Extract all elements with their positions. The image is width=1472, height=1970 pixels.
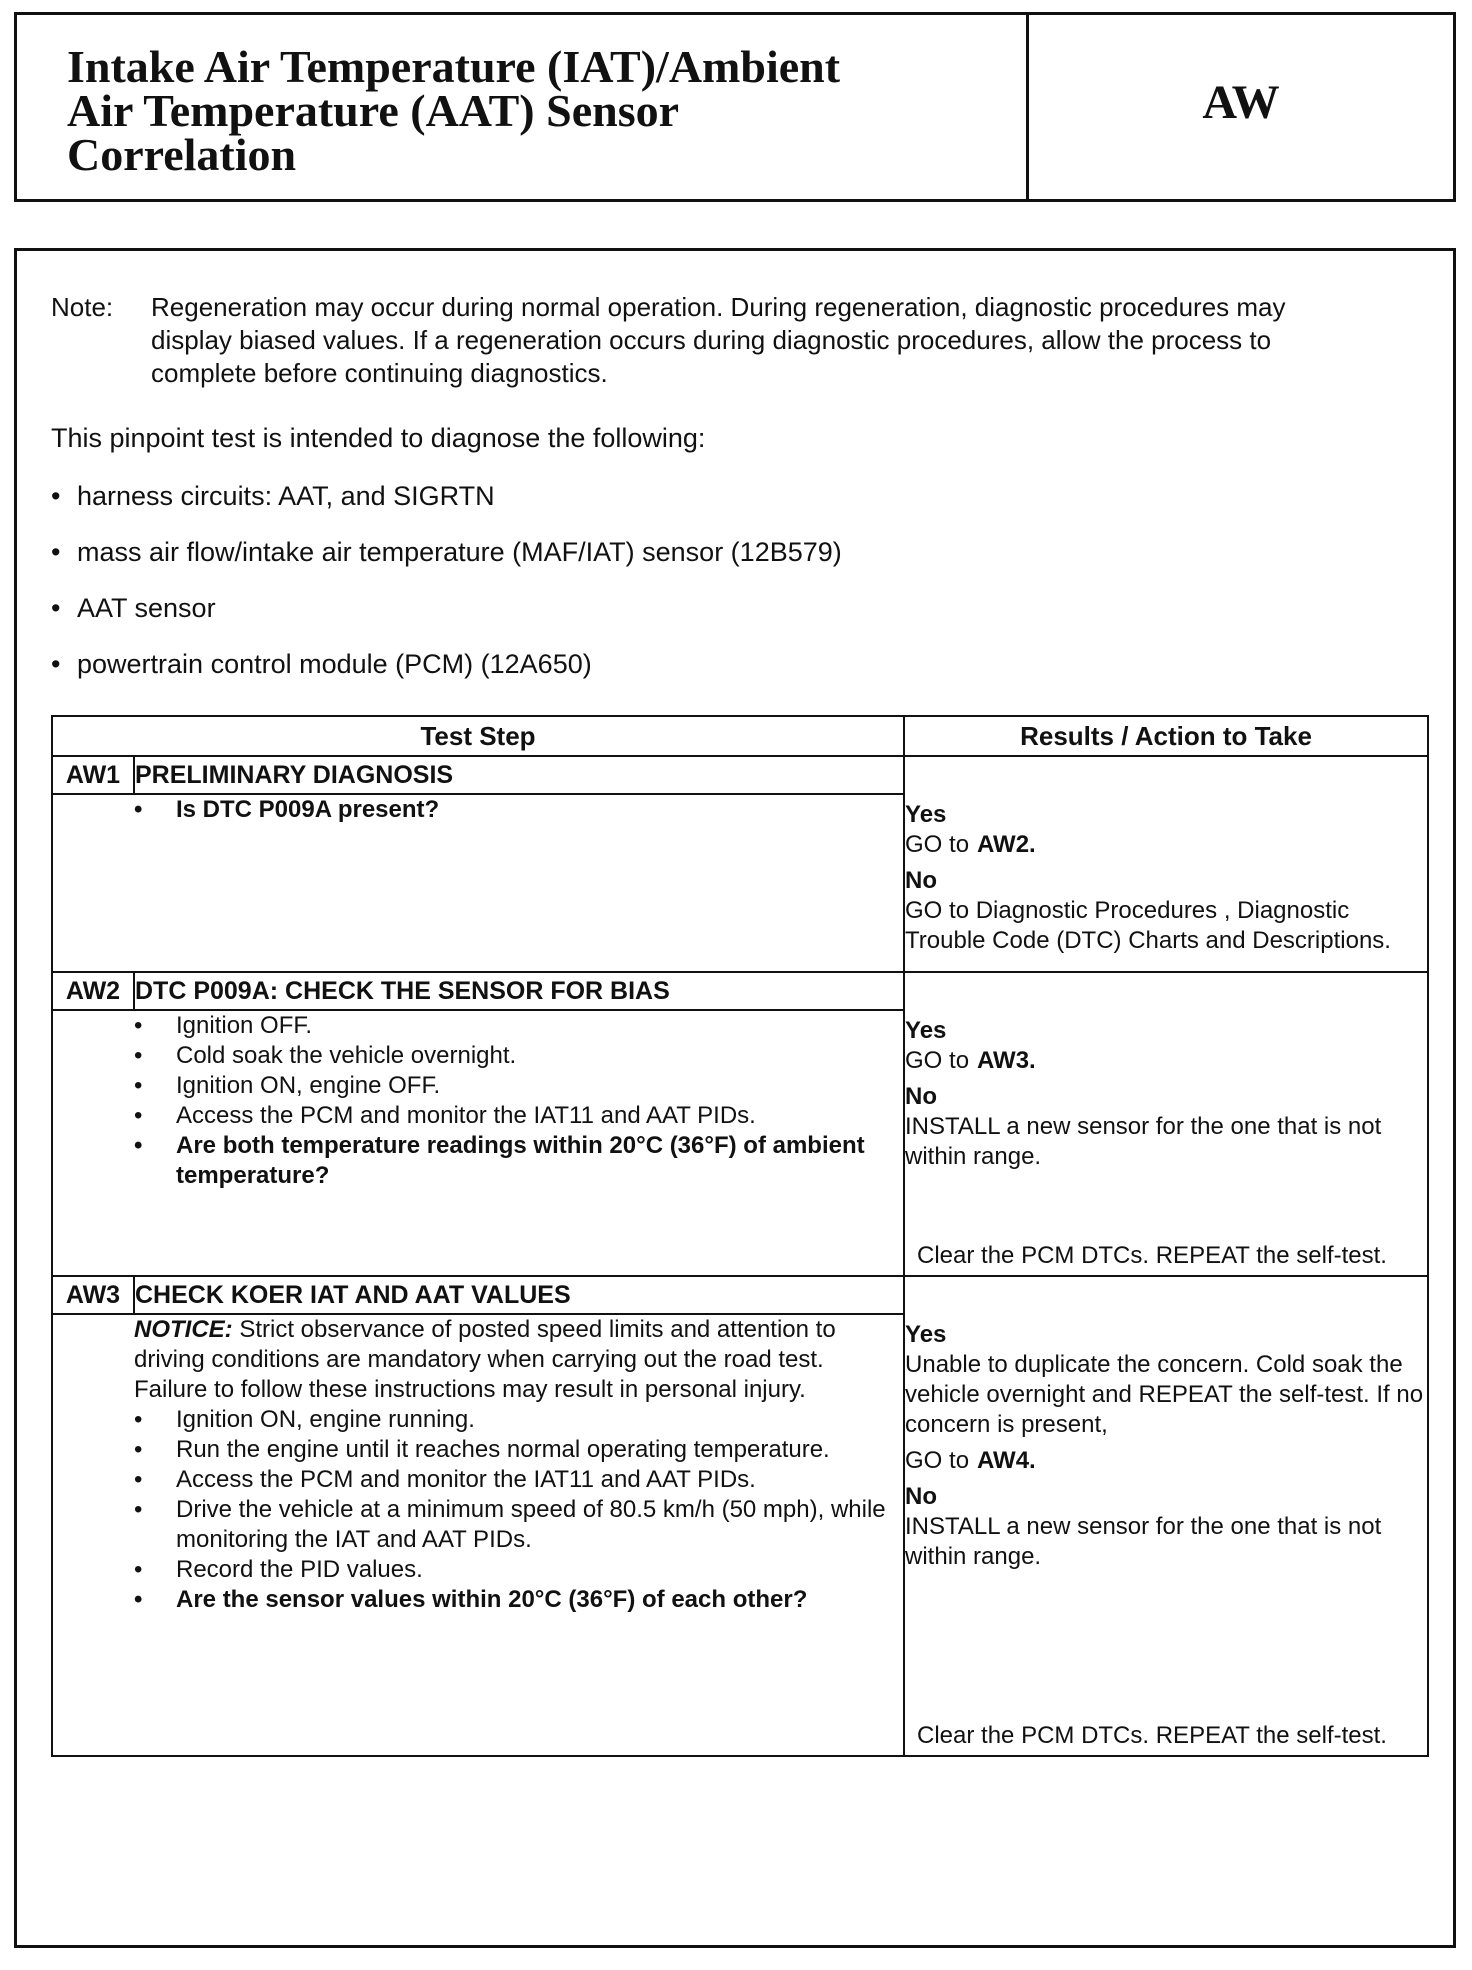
step-item: • Run the engine until it reaches normal operating temperature. [134, 1435, 903, 1465]
results-spacer [904, 756, 1428, 794]
step-title: CHECK KOER IAT AND AAT VALUES [134, 1276, 904, 1314]
step-title: DTC P009A: CHECK THE SENSOR FOR BIAS [134, 972, 904, 1010]
results-spacer [904, 972, 1428, 1010]
step-item: • Access the PCM and monitor the IAT11 and AAT PIDs. [134, 1101, 903, 1131]
table-row [52, 756, 1428, 794]
title-line-3: Correlation [67, 129, 297, 180]
header-box [14, 12, 1456, 202]
pinpoint-test-table [51, 715, 1429, 1757]
step-item: • Ignition ON, engine OFF. [134, 1071, 903, 1101]
list-item: • harness circuits: AAT, and SIGRTN [51, 481, 495, 511]
main-content [14, 248, 1456, 1948]
note [51, 291, 1351, 390]
step-item: • Ignition ON, engine running. [134, 1405, 903, 1435]
diagnose-list [51, 479, 842, 703]
title-line-2: Air Temperature (AAT) Sensor [67, 85, 680, 136]
step-item: • Access the PCM and monitor the IAT11 and AAT PIDs. [134, 1465, 903, 1495]
step-results: Yes GO to AW3. No INSTALL a new sensor for the one that is not within range. Clear the PCM DTCs. REPEAT the self-test. [904, 1010, 1428, 1276]
step-id: AW3 [52, 1276, 134, 1314]
section-code: AW [1202, 75, 1280, 129]
step-item: • Cold soak the vehicle overnight. [134, 1041, 903, 1071]
list-item: • powertrain control module (PCM) (12A650) [51, 649, 592, 679]
step-item: • Drive the vehicle at a minimum speed of 80.5 km/h (50 mph), while monitoring the IAT and AAT PIDs. [134, 1495, 903, 1555]
step-question: • Is DTC P009A present? [134, 795, 903, 825]
step-results: Yes Unable to duplicate the concern. Cold soak the vehicle overnight and REPEAT the self-test. If no concern is present, GO to AW4. No INSTALL a new sensor for the one that is not within range. Clear the PCM DTCs. REPEAT the self-test. [904, 1314, 1428, 1756]
title-line-1: Intake Air Temperature (IAT)/Ambient [67, 41, 841, 92]
list-item: • AAT sensor [51, 593, 216, 623]
step-title: PRELIMINARY DIAGNOSIS [134, 756, 904, 794]
step-body [134, 1010, 904, 1276]
page-title [17, 15, 1029, 199]
table-row [52, 794, 1428, 972]
step-item: • Ignition OFF. [134, 1011, 903, 1041]
step-id: AW2 [52, 972, 134, 1010]
step-question: • Are the sensor values within 20°C (36°F) of each other? [134, 1585, 903, 1615]
results-spacer [904, 1276, 1428, 1314]
step-body [134, 1314, 904, 1756]
step-item: • Record the PID values. [134, 1555, 903, 1585]
note-label: Note: [51, 292, 114, 322]
notice: NOTICE: Strict observance of posted speed limits and attention to driving conditions are mandatory when carrying out the road test. Failure to follow these instructions may result in personal injury. [134, 1316, 836, 1403]
table-row [52, 1276, 1428, 1314]
table-row [52, 1314, 1428, 1756]
table-row [52, 1010, 1428, 1276]
note-text: Regeneration may occur during normal operation. During regeneration, diagnostic procedures may display biased values. If a regeneration occurs during diagnostic procedures, allow the process to complete before continuing diagnostics. [151, 292, 1286, 388]
header-results: Results / Action to Take [904, 716, 1428, 756]
header-test-step: Test Step [52, 716, 904, 756]
step-body [134, 794, 904, 972]
table-row [52, 972, 1428, 1010]
step-results: Yes GO to AW2. No GO to Diagnostic Procedures , Diagnostic Trouble Code (DTC) Charts and Descriptions. [904, 794, 1428, 972]
intro-text: This pinpoint test is intended to diagnose the following: [51, 423, 706, 453]
step-question: • Are both temperature readings within 20°C (36°F) of ambient temperature? [134, 1131, 903, 1191]
step-id: AW1 [52, 756, 134, 794]
list-item: • mass air flow/intake air temperature (MAF/IAT) sensor (12B579) [51, 537, 842, 567]
